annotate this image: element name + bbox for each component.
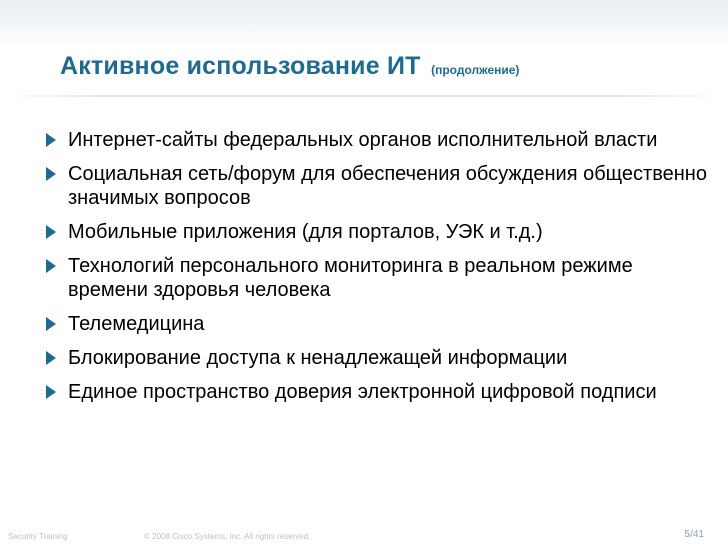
bullet-text: Блокирование доступа к ненадлежащей информации xyxy=(68,347,568,369)
bullet-list xyxy=(44,128,714,414)
list-item xyxy=(44,346,714,370)
footer-copyright: © 2008 Cisco Systems, Inc. All rights reserved. xyxy=(144,532,311,541)
page-number: 5/41 xyxy=(684,529,704,540)
list-item xyxy=(44,254,714,302)
title-divider xyxy=(0,95,728,97)
bullet-text: Социальная сеть/форум для обеспечения обсуждения общественно значимых вопросов xyxy=(68,163,707,209)
list-item xyxy=(44,380,714,404)
bullet-text: Интернет-сайты федеральных органов исполнительной власти xyxy=(68,129,658,151)
list-item xyxy=(44,312,714,336)
list-item xyxy=(44,220,714,244)
bullet-text: Технологий персонального мониторинга в реальном режиме времени здоровья человека xyxy=(68,255,633,301)
bullet-arrow-icon xyxy=(46,133,56,147)
bullet-text: Телемедицина xyxy=(68,313,205,335)
bullet-arrow-icon xyxy=(46,167,56,181)
title-suffix: (продолжение) xyxy=(431,63,520,77)
title-text: Активное использование ИТ xyxy=(60,52,421,80)
bullet-arrow-icon xyxy=(46,225,56,239)
list-item xyxy=(44,162,714,210)
page-title xyxy=(60,52,519,81)
header-band xyxy=(0,0,728,48)
footer-course-label: Security Training xyxy=(8,532,68,541)
list-item xyxy=(44,128,714,152)
bullet-arrow-icon xyxy=(46,259,56,273)
bullet-arrow-icon xyxy=(46,317,56,331)
bullet-arrow-icon xyxy=(46,351,56,365)
bullet-arrow-icon xyxy=(46,385,56,399)
bullet-text: Мобильные приложения (для порталов, УЭК и т.д.) xyxy=(68,221,543,243)
bullet-text: Единое пространство доверия электронной цифровой подписи xyxy=(68,381,657,403)
